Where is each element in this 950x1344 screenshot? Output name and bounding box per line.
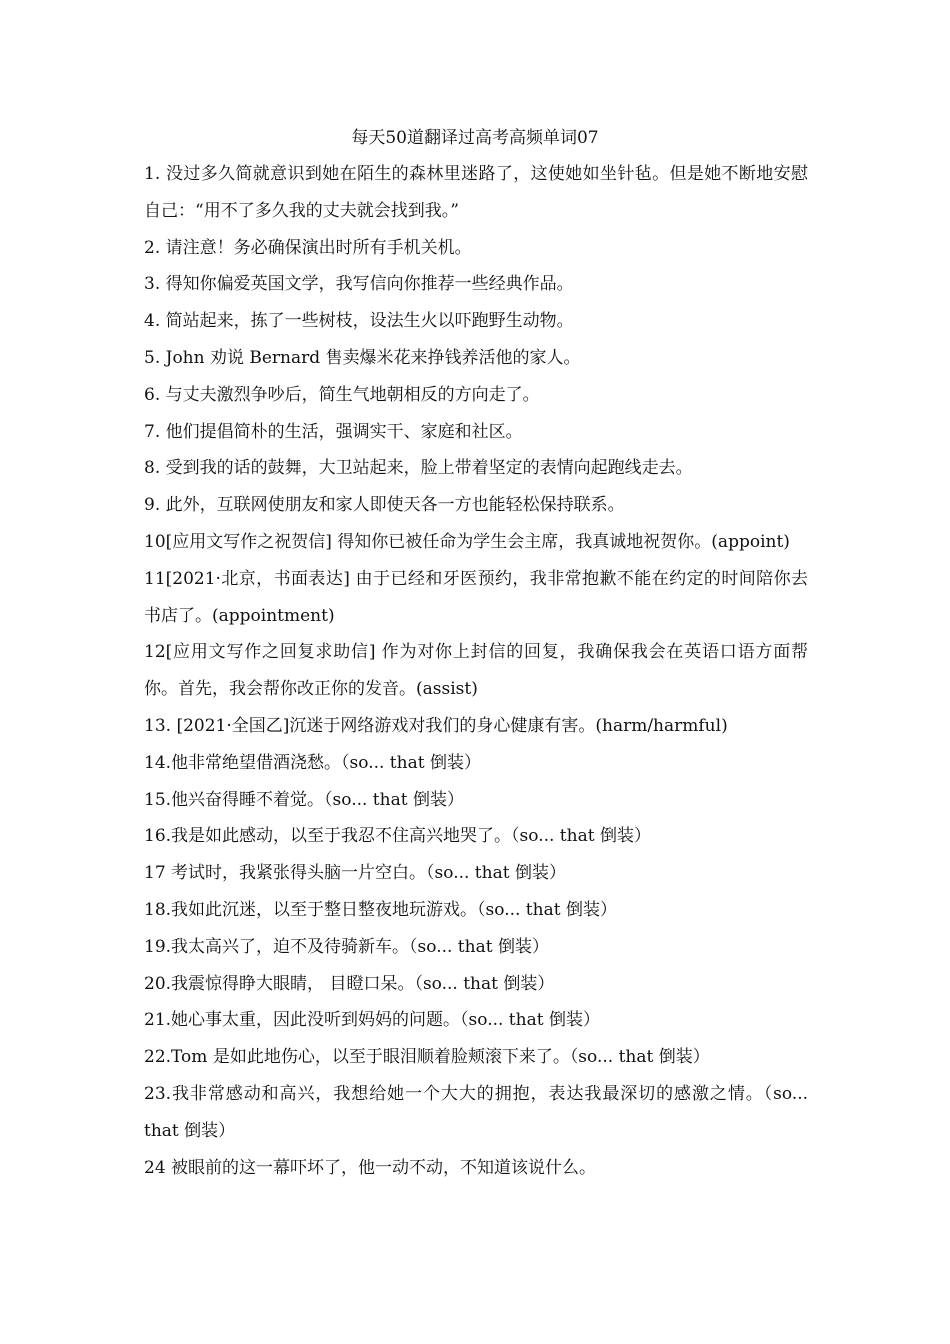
exercise-item-7: 7. 他们提倡简朴的生活，强调实干、家庭和社区。 — [144, 421, 523, 442]
exercise-item-5: 5. John 劝说 Bernard 售卖爆米花来挣钱养活他的家人。 — [144, 347, 581, 368]
exercise-item-4: 4. 简站起来，拣了一些树枝，设法生火以吓跑野生动物。 — [144, 311, 574, 332]
exercise-item-21: 21.她心事太重，因此没听到妈妈的问题。（so... that 倒装） — [144, 1010, 600, 1031]
exercise-item-15: 15.他兴奋得睡不着觉。（so... that 倒装） — [144, 789, 464, 810]
exercise-item-11: 11[2021·北京，书面表达] 由于已经和牙医预约，我非常抱歉不能在约定的时间陪你去书店了。(appointment) — [144, 568, 808, 626]
exercise-item-18: 18.我如此沉迷，以至于整日整夜地玩游戏。（so... that 倒装） — [144, 899, 617, 920]
exercise-item-9: 9. 此外，互联网使朋友和家人即使天各一方也能轻松保持联系。 — [144, 495, 625, 516]
exercise-item-22: 22.Tom 是如此地伤心，以至于眼泪顺着脸颊滚下来了。（so... that 倒装） — [144, 1047, 710, 1068]
exercise-list — [144, 156, 808, 1186]
exercise-item-16: 16.我是如此感动，以至于我忍不住高兴地哭了。（so... that 倒装） — [144, 826, 651, 847]
exercise-item-20: 20.我震惊得睁大眼睛， 目瞪口呆。（so... that 倒装） — [144, 973, 555, 994]
exercise-item-13: 13. [2021·全国乙]沉迷于网络游戏对我们的身心健康有害。(harm/harmful) — [144, 715, 728, 736]
exercise-item-8: 8. 受到我的话的鼓舞，大卫站起来，脸上带着坚定的表情向起跑线走去。 — [144, 458, 693, 479]
exercise-item-3: 3. 得知你偏爱英国文学，我写信向你推荐一些经典作品。 — [144, 274, 574, 295]
exercise-item-23: 23.我非常感动和高兴，我想给她一个大大的拥抱，表达我最深切的感激之情。（so... that 倒装） — [144, 1083, 808, 1141]
exercise-item-6: 6. 与丈夫激烈争吵后，简生气地朝相反的方向走了。 — [144, 384, 540, 405]
exercise-item-2: 2. 请注意！务必确保演出时所有手机关机。 — [144, 237, 472, 258]
exercise-item-12: 12[应用文写作之回复求助信] 作为对你上封信的回复，我确保我会在英语口语方面帮你。首先，我会帮你改正你的发音。(assist) — [144, 642, 808, 700]
page-title: 每天50道翻译过高考高频单词07 — [351, 128, 599, 148]
exercise-item-19: 19.我太高兴了，迫不及待骑新车。（so... that 倒装） — [144, 936, 549, 957]
exercise-item-24: 24 被眼前的这一幕吓坏了，他一动不动，不知道该说什么。 — [144, 1157, 597, 1178]
exercise-item-17: 17 考试时，我紧张得头脑一片空白。（so... that 倒装） — [144, 863, 566, 884]
exercise-item-1: 1. 没过多久简就意识到她在陌生的森林里迷路了，这使她如坐针毡。但是她不断地安慰自己：“用不了多久我的丈夫就会找到我。” — [144, 164, 808, 221]
exercise-item-10: 10[应用文写作之祝贺信] 得知你已被任命为学生会主席，我真诚地祝贺你。(appoint) — [144, 531, 790, 552]
exercise-item-14: 14.他非常绝望借酒浇愁。（so... that 倒装） — [144, 752, 481, 773]
